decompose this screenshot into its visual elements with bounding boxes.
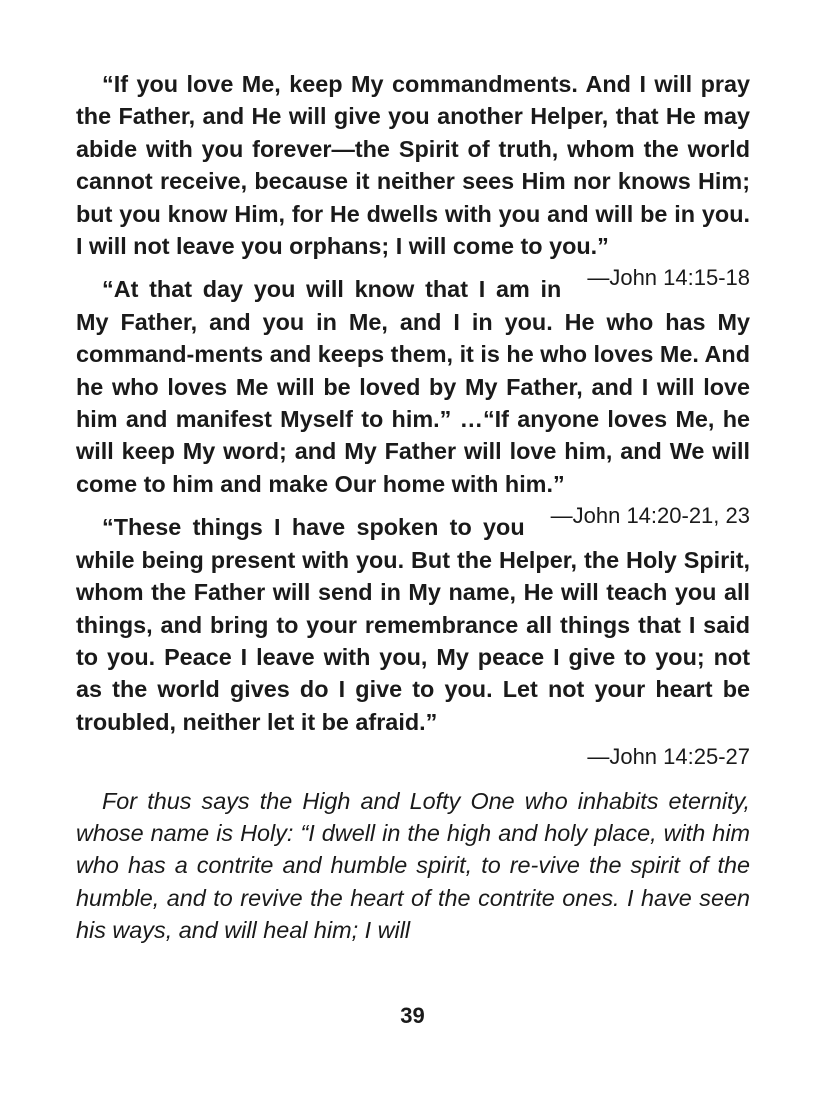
- passage-isaiah: [76, 785, 750, 947]
- passage-john-14-20: [76, 273, 750, 529]
- scripture-reference: —John 14:15-18: [587, 265, 750, 291]
- page-body: [76, 68, 750, 958]
- passage-text: “These things I have spoken to you while being present with you. But the Helper, the Holy Spirit, whom the Father will send in My name, He will teach you all things, and bring to your remembrance all things that I said to you. Peace I leave with you, My peace I give to you; not as the world gives do I give to you. Let not your heart be troubled, neither let it be afraid.”: [76, 514, 750, 735]
- page-number: 39: [400, 1003, 425, 1028]
- scripture-reference: —John 14:25-27: [587, 744, 750, 770]
- passage-text: “At that day you will know that I am in My Father, and you in Me, and I in you. He who has My command-ments and keeps them, it is he who loves Me. And he who loves Me will be loved by My Father, and I will love him and manifest Myself to him.” …“If anyone loves Me, he will keep My word; and My Father will love him, and We will come to him and make Our home with him.”: [76, 276, 750, 497]
- passage-john-14-15: [76, 68, 750, 291]
- passage-john-14-25: [76, 511, 750, 738]
- passage-text: “If you love Me, keep My commandments. And I will pray the Father, and He will give you another Helper, that He may abide with you forever—the Spirit of truth, whom the world cannot receive, because it neither sees Him nor knows Him; but you know Him, for He dwells with you and will be in you. I will not leave you orphans; I will come to you.”: [76, 71, 750, 260]
- scripture-reference: —John 14:20-21, 23: [550, 503, 750, 529]
- passage-text: For thus says the High and Lofty One who inhabits eternity, whose name is Holy: “I dwell in the high and holy place, with him who has a contrite and humble spirit, to re-vive the spirit of the humble, and to revive the heart of the contrite ones. I have seen his ways, and will heal him; I will: [76, 787, 750, 944]
